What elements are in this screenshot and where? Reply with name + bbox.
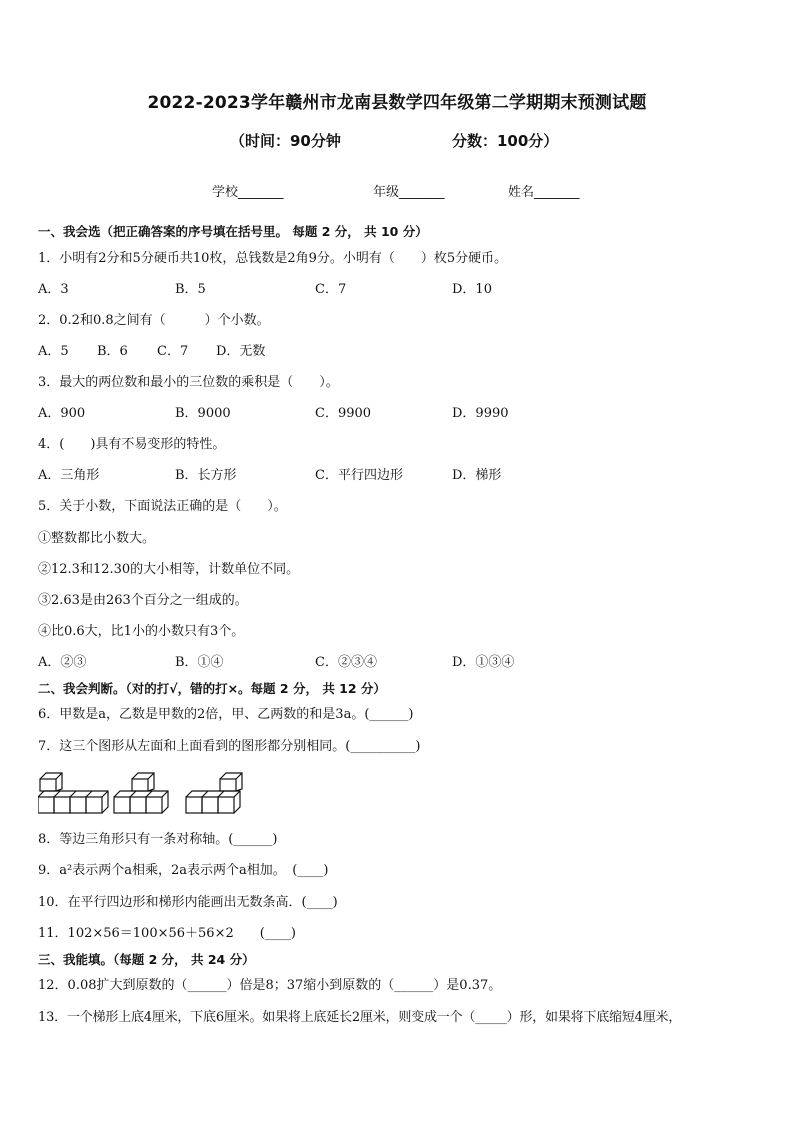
grade-field[interactable]: 年级_______ [373, 185, 445, 200]
question-8: 8．等边三角形只有一条对称轴。(______) [38, 832, 278, 847]
statement-3: ③2.63是由263个百分之一组成的。 [38, 593, 248, 608]
question-13: 13．一个梯形上底4厘米，下底6厘米。如果将上底延长2厘米，则变成一个（_____）形，如果将下底缩短4厘米， [38, 1010, 682, 1025]
option[interactable]: C．平行四边形 [315, 468, 403, 483]
option[interactable]: A．三角形 [38, 468, 100, 483]
cube-figures [38, 770, 258, 822]
option[interactable]: A．②③ [38, 655, 87, 670]
section-2-title: 二、我会判断。（对的打√，错的打×。每题 2 分， 共 12 分） [38, 681, 386, 696]
option[interactable]: C．7 [157, 344, 189, 359]
section-1-title: 一、我会选（把正确答案的序号填在括号里。 每题 2 分， 共 10 分） [38, 224, 428, 239]
cube-figure-3 [186, 773, 242, 813]
option[interactable]: D．10 [452, 282, 492, 297]
name-field[interactable]: 姓名_______ [508, 185, 580, 200]
option[interactable]: B．①④ [175, 655, 224, 670]
cube-figure-1 [38, 773, 108, 813]
school-field[interactable]: 学校_______ [212, 185, 284, 200]
option[interactable]: C．9900 [315, 406, 372, 421]
statement-2: ②12.3和12.30的大小相等，计数单位不同。 [38, 562, 300, 577]
option[interactable]: D．①③④ [452, 655, 515, 670]
question-7: 7．这三个图形从左面和上面看到的图形都分别相同。(__________) [38, 739, 421, 754]
cube-figures-drawing [38, 770, 258, 818]
question-12: 12．0.08扩大到原数的（______）倍是8；37缩小到原数的（______）是0.37。 [38, 978, 502, 993]
question-11: 11．102×56＝100×56＋56×2 (____) [38, 926, 296, 941]
statement-1: ①整数都比小数大。 [38, 531, 156, 546]
question-5: 5．关于小数，下面说法正确的是（ ）。 [38, 499, 287, 514]
option[interactable]: B．6 [97, 344, 128, 359]
cube-figure-2 [114, 773, 168, 813]
section-3-title: 三、我能填。（每题 2 分， 共 24 分） [38, 952, 255, 967]
option[interactable]: A．3 [38, 282, 69, 297]
option[interactable]: B．9000 [175, 406, 231, 421]
question-4: 4．( )具有不易变形的特性。 [38, 437, 226, 452]
option[interactable]: C．②③④ [315, 655, 377, 670]
option[interactable]: D．梯形 [452, 468, 502, 483]
exam-score: 分数：100分） [452, 132, 559, 150]
question-6: 6．甲数是a，乙数是甲数的2倍，甲、乙两数的和是3a。(______) [38, 707, 414, 722]
page-title: 2022-2023学年赣州市龙南县数学四年级第二学期期末预测试题 [147, 93, 647, 113]
option[interactable]: A．5 [38, 344, 69, 359]
question-9: 9．a²表示两个a相乘，2a表示两个a相加。 (____) [38, 863, 329, 878]
statement-4: ④比0.6大，比1小的小数只有3个。 [38, 624, 245, 639]
option[interactable]: B．长方形 [175, 468, 237, 483]
option[interactable]: D．9990 [452, 406, 509, 421]
question-10: 10．在平行四边形和梯形内能画出无数条高．(____) [38, 895, 338, 910]
question-2: 2．0.2和0.8之间有（ ）个小数。 [38, 313, 270, 328]
question-1: 1．小明有2分和5分硬币共10枚，总钱数是2角9分。小明有（ ）枚5分硬币。 [38, 251, 508, 266]
option[interactable]: D．无数 [216, 344, 266, 359]
option[interactable]: C．7 [315, 282, 347, 297]
option[interactable]: B．5 [175, 282, 206, 297]
option[interactable]: A．900 [38, 406, 86, 421]
exam-time: （时间：90分钟 [230, 132, 341, 150]
question-3: 3．最大的两位数和最小的三位数的乘积是（ ）。 [38, 375, 339, 390]
